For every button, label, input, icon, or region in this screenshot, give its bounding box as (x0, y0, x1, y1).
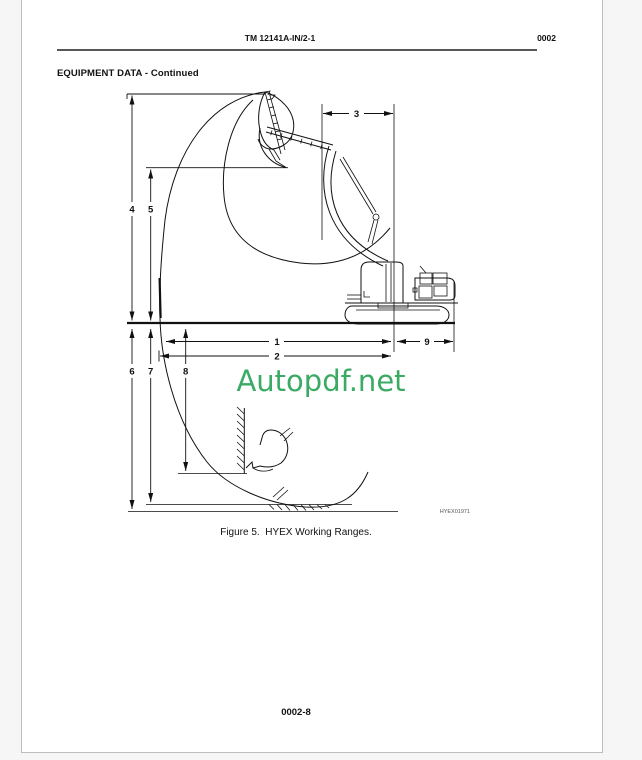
trench-wall (237, 407, 293, 500)
cab (361, 262, 403, 303)
working-envelope-curves (160, 92, 390, 511)
section-heading: EQUIPMENT DATA - Continued (57, 68, 199, 79)
dimension-label-9: 9 (424, 337, 430, 348)
dimension-label-3: 3 (353, 109, 360, 120)
dimension-label-1: 1 (274, 337, 280, 348)
drawing-id-label: HYEX01971 (439, 509, 470, 515)
working-ranges-diagram (22, 0, 604, 753)
watermark: Autopdf.net (236, 364, 406, 398)
excavator-illustration (258, 91, 458, 352)
dimension-label-2: 2 (274, 351, 280, 363)
depth-arc-hatching (269, 505, 329, 511)
figure-caption: Figure 5. HYEX Working Ranges. (220, 527, 372, 538)
header-doc-number: TM 12141A-IN/2-1 (244, 33, 316, 43)
dimension-lines (132, 96, 453, 510)
dimension-label-4: 4 (129, 204, 135, 216)
bucket-raised (258, 91, 294, 154)
dimension-label-7: 7 (148, 366, 154, 378)
break-marks (273, 487, 288, 500)
dimension-label-6: 6 (129, 366, 135, 378)
bucket-digging (246, 428, 293, 471)
dimension-label-8: 8 (183, 366, 189, 378)
upper-body (345, 266, 458, 308)
footer-page-number: 0002-8 (281, 707, 311, 718)
arm-stick (266, 127, 333, 168)
tracks (345, 306, 449, 324)
manual-page (21, 0, 603, 753)
boom (324, 146, 388, 266)
header-page-code: 0002 (537, 33, 556, 43)
dimension-label-5: 5 (148, 204, 154, 216)
